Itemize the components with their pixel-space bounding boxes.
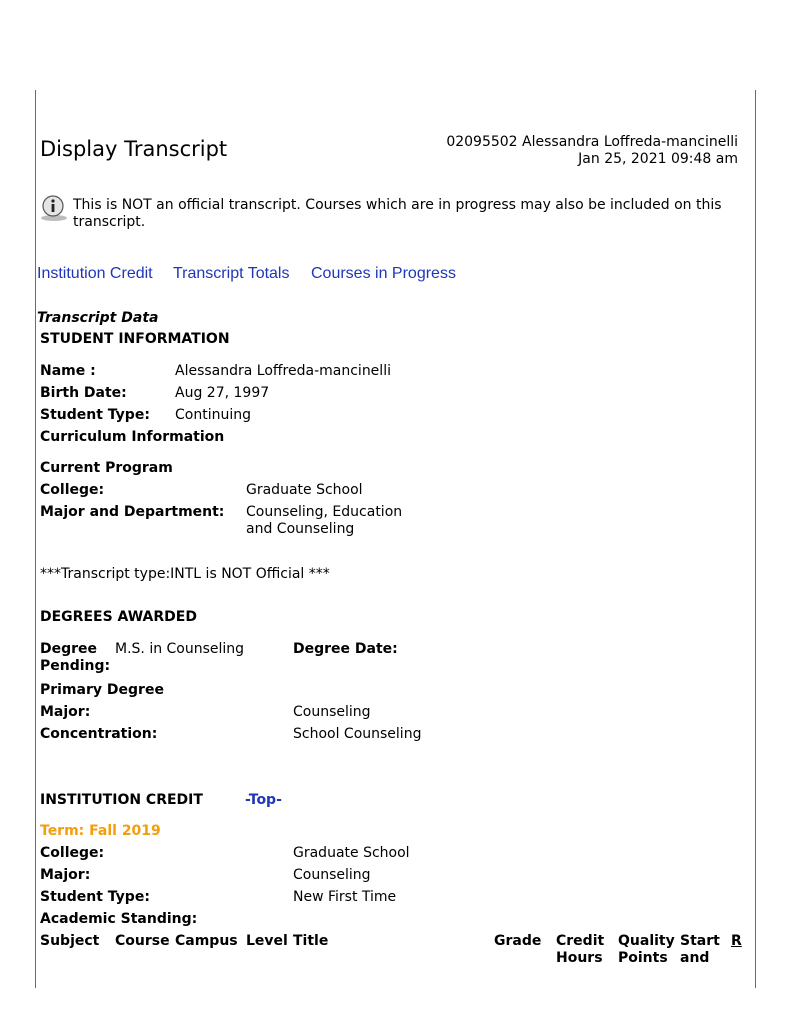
student-type-label: Student Type: <box>40 407 150 423</box>
name-value: Alessandra Loffreda-mancinelli <box>175 363 391 379</box>
current-program-label: Current Program <box>40 460 173 476</box>
birth-date-label: Birth Date: <box>40 385 127 401</box>
timestamp: Jan 25, 2021 09:48 am <box>578 151 738 167</box>
college-value: Graduate School <box>246 482 363 498</box>
page-title: Display Transcript <box>40 137 228 161</box>
col-r: R <box>731 933 742 949</box>
degree-pending-label: Degree Pending: <box>40 641 111 674</box>
col-credit-hours: Credit Hours <box>556 933 605 966</box>
top-link[interactable]: -Top- <box>245 792 282 808</box>
user-id-name: 02095502 Alessandra Loffreda-mancinelli <box>446 134 738 150</box>
degrees-heading: DEGREES AWARDED <box>40 609 197 625</box>
ic-student-type-label: Student Type: <box>40 889 150 905</box>
academic-standing-label: Academic Standing: <box>40 911 198 927</box>
degree-major-label: Major: <box>40 704 91 720</box>
student-info-heading: STUDENT INFORMATION <box>40 331 230 347</box>
degree-major-value: Counseling <box>293 704 371 720</box>
college-label: College: <box>40 482 105 498</box>
col-grade: Grade <box>494 933 542 949</box>
left-border <box>35 90 36 988</box>
col-start-and: Start and <box>680 933 720 966</box>
right-border <box>755 90 756 988</box>
transcript-type-note: ***Transcript type:INTL is NOT Official *** <box>40 566 330 582</box>
concentration-value: School Counseling <box>293 726 422 742</box>
ic-student-type-value: New First Time <box>293 889 397 905</box>
col-course: Course <box>115 933 170 949</box>
user-info <box>446 134 738 168</box>
term-label: Term: Fall 2019 <box>40 823 161 839</box>
col-level: Level <box>246 933 288 949</box>
col-title: Title <box>293 933 329 949</box>
col-subject: Subject <box>40 933 100 949</box>
info-icon <box>38 194 70 222</box>
concentration-label: Concentration: <box>40 726 158 742</box>
link-courses-in-progress[interactable]: Courses in Progress <box>311 265 456 282</box>
transcript-data-label: Transcript Data <box>37 310 159 326</box>
birth-date-value: Aug 27, 1997 <box>175 385 270 401</box>
major-dept-value: Counseling, Education and Counseling <box>246 504 403 537</box>
ic-major-label: Major: <box>40 867 91 883</box>
major-dept-label: Major and Department: <box>40 504 225 520</box>
col-campus: Campus <box>175 933 238 949</box>
col-quality-points: Quality Points <box>618 933 675 966</box>
ic-major-value: Counseling <box>293 867 371 883</box>
link-institution-credit[interactable]: Institution Credit <box>37 265 153 282</box>
link-transcript-totals[interactable]: Transcript Totals <box>173 265 290 282</box>
name-label: Name : <box>40 363 96 379</box>
student-type-value: Continuing <box>175 407 251 423</box>
institution-credit-heading: INSTITUTION CREDIT <box>40 792 203 808</box>
degree-value: M.S. in Counseling <box>115 641 245 657</box>
ic-college-value: Graduate School <box>293 845 410 861</box>
curriculum-heading: Curriculum Information <box>40 429 225 445</box>
notice-text: This is NOT an official transcript. Courses which are in progress may also be included on this transcript. <box>73 197 722 230</box>
ic-college-label: College: <box>40 845 105 861</box>
degree-date-label: Degree Date: <box>293 641 398 657</box>
primary-degree-label: Primary Degree <box>40 682 164 698</box>
